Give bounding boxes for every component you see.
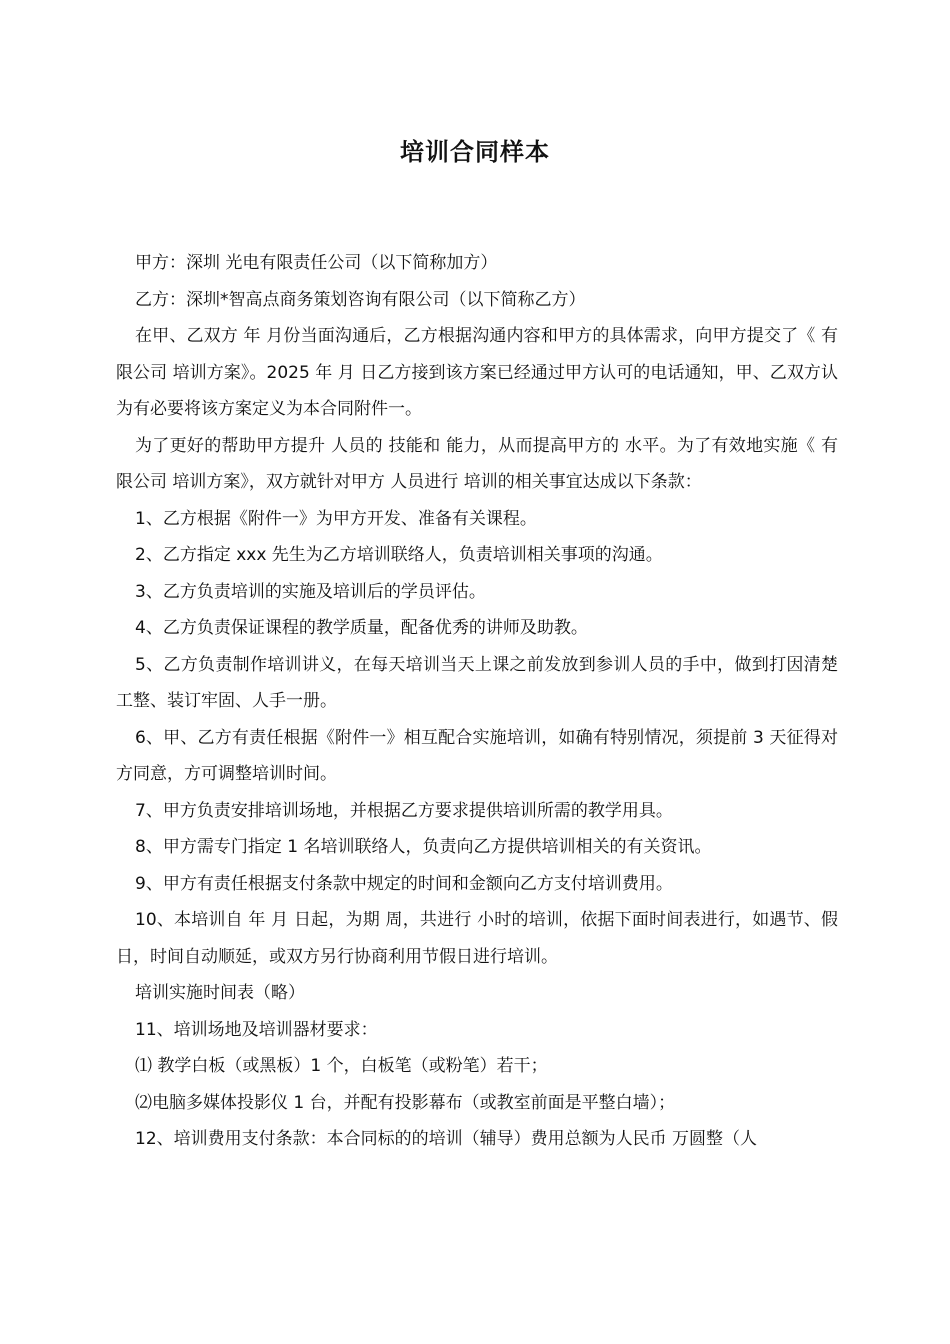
clause-10: 10、本培训自 年 月 日起，为期 周，共进行 小时的培训，依据下面时间表进行，如遇节、假日，时间自动顺延，或双方另行协商利用节假日进行培训。 [116,910,838,967]
party-a-line: 甲方：深圳 光电有限责任公司（以下简称加方） [135,253,498,273]
clause-9: 9、甲方有责任根据支付条款中规定的时间和金额向乙方支付培训费用。 [135,873,673,894]
clause-12: 12、培训费用支付条款：本合同标的的培训（辅导）费用总额为人民币 万圆整（人 [135,1129,758,1149]
clause-5: 5、乙方负责制作培训讲义，在每天培训当天上课之前发放到参训人员的手中，做到打因清楚工整、装订牢固、人手一册。 [116,654,838,711]
purpose-paragraph: 为了更好的帮助甲方提升 人员的 技能和 能力，从而提高甲方的 水平。为了有效地实施《 有限公司 培训方案》，双方就针对甲方 人员进行 培训的相关事宜达成以下条款： [116,435,838,492]
clause-6: 6、甲、乙方有责任根据《附件一》相互配合实施培训，如确有特别情况，须提前 3 天征得对方同意，方可调整培训时间。 [116,727,838,784]
clause-2: 2、乙方指定 xxx 先生为乙方培训联络人，负责培训相关事项的沟通。 [135,545,663,565]
background-paragraph: 在甲、乙双方 年 月份当面沟通后，乙方根据沟通内容和甲方的具体需求，向甲方提交了《 有限公司 培训方案》。2025 年 月 日乙方接到该方案已经通过甲方认可的电话通知，甲、乙双方认为有必要将该方案定义为本合同附件一。 [116,326,838,419]
clause-7: 7、甲方负责安排培训场地，并根据乙方要求提供培训所需的教学用具。 [135,800,673,821]
equipment-item-1: ⑴ 教学白板（或黑板）1 个，白板笔（或粉笔）若干； [135,1056,548,1076]
clause-8: 8、甲方需专门指定 1 名培训联络人，负责向乙方提供培训相关的有关资讯。 [135,837,712,857]
document-body [116,245,838,1158]
document-title: 培训合同样本 [400,138,550,166]
party-b-line: 乙方：深圳*智高点商务策划咨询有限公司（以下简称乙方） [135,289,586,310]
clause-4: 4、乙方负责保证课程的教学质量，配备优秀的讲师及助教。 [135,618,588,638]
equipment-item-2: ⑵电脑多媒体投影仪 1 台，并配有投影幕布（或教室前面是平整白墙）； [135,1092,676,1113]
clause-1: 1、乙方根据《附件一》为甲方开发、准备有关课程。 [135,508,537,529]
clause-11: 11、培训场地及培训器材要求： [135,1019,378,1040]
clause-3: 3、乙方负责培训的实施及培训后的学员评估。 [135,581,486,602]
schedule-note: 培训实施时间表（略） [135,983,305,1003]
